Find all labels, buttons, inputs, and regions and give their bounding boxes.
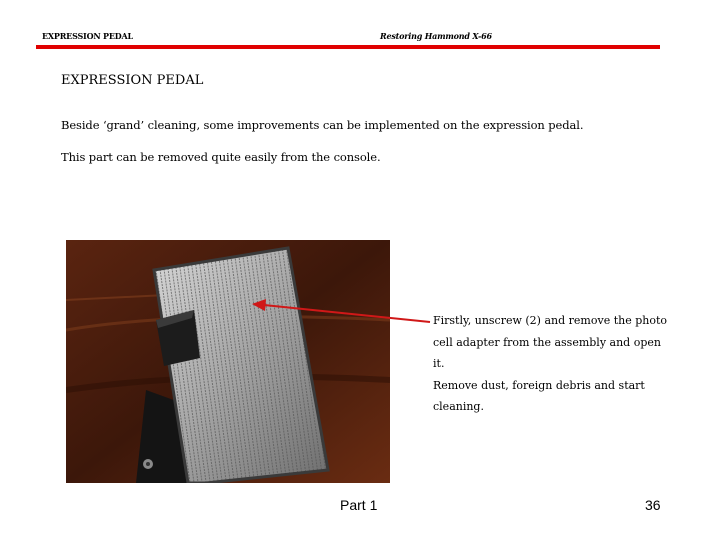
header-doc-title: Restoring Hammond X-66 [380,31,492,41]
caption-line: cleaning. [433,400,484,413]
caption-line: cell adapter from the assembly and open it. [433,335,661,370]
removal-paragraph: This part can be removed quite easily from the console. [61,150,381,164]
caption-line: Remove dust, foreign debris and start [433,378,645,392]
caption-line: Firstly, unscrew (2) and remove the photo [433,314,667,327]
page-number: 36 [645,497,661,513]
footer-part-label: Part 1 [340,497,378,513]
header-title: EXPRESSION PEDAL [42,31,133,41]
intro-paragraph: Beside ‘grand’ cleaning, some improvements can be implemented on the expression pedal. [61,118,584,132]
photo-caption [433,310,673,418]
header-divider [36,45,660,49]
page-title: EXPRESSION PEDAL [61,73,204,88]
expression-pedal-photo [66,240,390,483]
